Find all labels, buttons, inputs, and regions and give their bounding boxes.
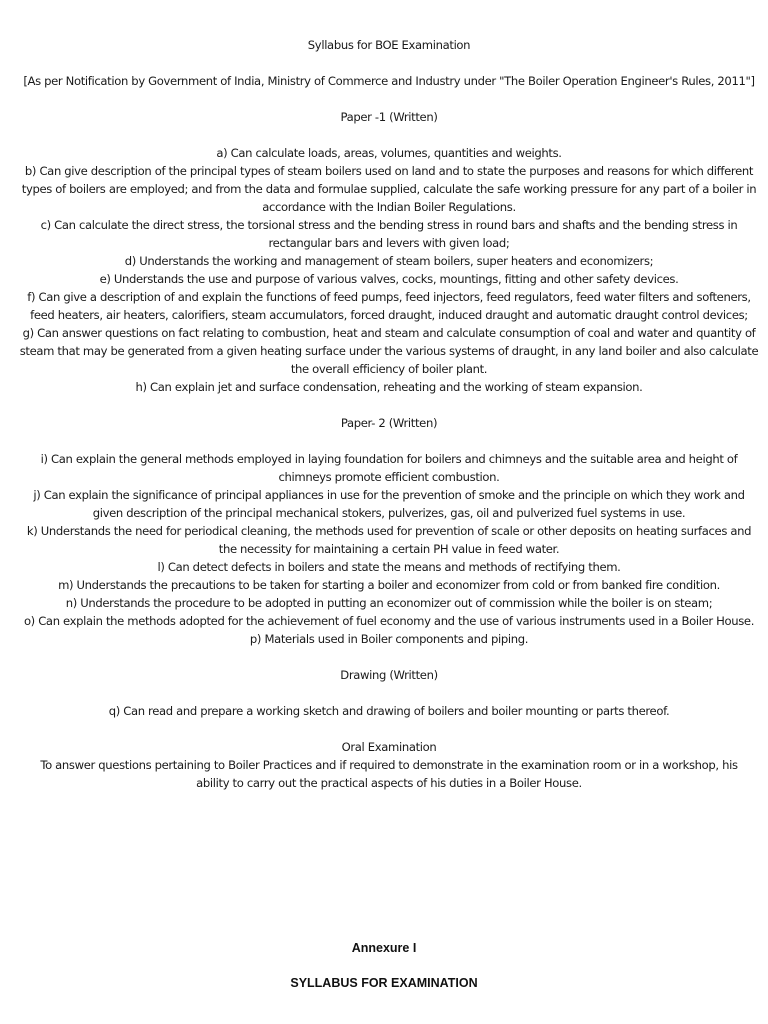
syllabus-page xyxy=(10,36,768,792)
text-line: l) Can detect defects in boilers and state the means and methods of rectifying them. xyxy=(157,560,621,574)
paper1-heading: Paper -1 (Written) xyxy=(340,110,438,124)
paper2-items xyxy=(10,450,768,648)
text-line: rectangular bars and levers with given load; xyxy=(268,236,510,250)
text-line: g) Can answer questions on fact relating to combustion, heat and steam and calculate consumption of coal and water and quantity of xyxy=(22,326,756,340)
notification-line: [As per Notification by Government of India, Ministry of Commerce and Industry under "The Boiler Operation Engineer's Rules, 2011"] xyxy=(23,74,755,88)
text-line: i) Can explain the general methods employed in laying foundation for boilers and chimneys and the suitable area and height of xyxy=(40,452,738,466)
text-line: b) Can give description of the principal types of steam boilers used on land and to state the purposes and reasons for which different xyxy=(24,164,754,178)
text-line: chimneys promote efficient combustion. xyxy=(278,470,500,484)
text-line: the overall efficiency of boiler plant. xyxy=(290,362,488,376)
document-title: Syllabus for BOE Examination xyxy=(307,38,471,52)
text-line: q) Can read and prepare a working sketch and drawing of boilers and boiler mounting or parts thereof. xyxy=(108,704,670,718)
text-line: p) Materials used in Boiler components and piping. xyxy=(249,632,529,646)
text-line: types of boilers are employed; and from the data and formulae supplied, calculate the safe working pressure for any part of a boiler in xyxy=(21,182,757,196)
text-line: a) Can calculate loads, areas, volumes, quantities and weights. xyxy=(216,146,562,160)
text-line: j) Can explain the significance of principal appliances in use for the prevention of smoke and the principle on which they work and xyxy=(33,488,745,502)
drawing-heading: Drawing (Written) xyxy=(340,668,438,682)
text-line: accordance with the Indian Boiler Regulations. xyxy=(262,200,516,214)
text-line: f) Can give a description of and explain the functions of feed pumps, feed injectors, feed regulators, feed water filters and softeners, xyxy=(27,290,751,304)
text-line: k) Understands the need for periodical cleaning, the methods used for prevention of scale or other deposits on heating surfaces and xyxy=(26,524,752,538)
text-line: o) Can explain the methods adopted for the achievement of fuel economy and the use of various instruments used in a Boiler House. xyxy=(23,614,755,628)
text-line: n) Understands the procedure to be adopted in putting an economizer out of commission while the boiler is on steam; xyxy=(65,596,713,610)
text-line: ability to carry out the practical aspects of his duties in a Boiler House. xyxy=(196,776,582,790)
annexure-title: Annexure I xyxy=(351,941,417,955)
text-line: given description of the principal mechanical stokers, pulverizes, gas, oil and pulverized fuel systems in use. xyxy=(92,506,686,520)
paper1-items xyxy=(10,144,768,396)
text-line: m) Understands the precautions to be taken for starting a boiler and economizer from cold or from banked fire condition. xyxy=(58,578,720,592)
text-line: c) Can calculate the direct stress, the torsional stress and the bending stress in round bars and shafts and the bending stress in xyxy=(40,218,738,232)
text-line: e) Understands the use and purpose of various valves, cocks, mountings, fitting and other safety devices. xyxy=(99,272,679,286)
annexure-subtitle: SYLLABUS FOR EXAMINATION xyxy=(290,976,478,990)
text-line: steam that may be generated from a given heating surface under the various systems of draught, in any land boiler and also calculate xyxy=(19,344,759,358)
text-line: the necessity for maintaining a certain PH value in feed water. xyxy=(218,542,560,556)
text-line: feed heaters, air heaters, calorifiers, steam accumulators, forced draught, induced draught and automatic draught control devices; xyxy=(30,308,748,322)
oral-heading: Oral Examination xyxy=(341,740,437,754)
text-line: To answer questions pertaining to Boiler Practices and if required to demonstrate in the examination room or in a workshop, his xyxy=(40,758,738,772)
paper2-heading: Paper- 2 (Written) xyxy=(340,416,438,430)
text-line: h) Can explain jet and surface condensation, reheating and the working of steam expansion. xyxy=(135,380,643,394)
text-line: d) Understands the working and management of steam boilers, super heaters and economizers; xyxy=(124,254,654,268)
